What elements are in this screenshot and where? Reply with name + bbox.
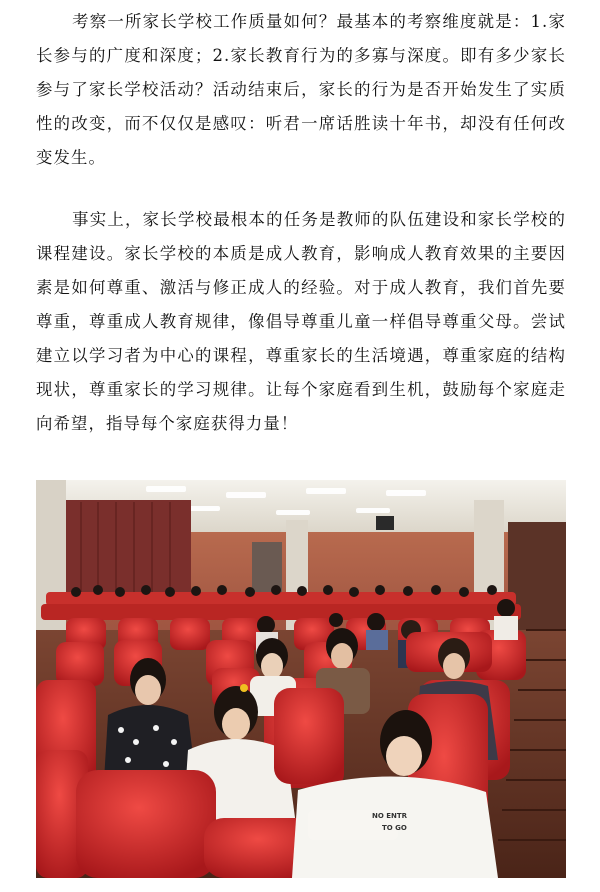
lecture-hall-photo	[36, 480, 566, 878]
shirt-text-1: NO ENTR	[372, 812, 408, 820]
shirt-text-2: TO GO	[382, 824, 407, 832]
seat-rows-far	[41, 592, 521, 620]
paragraph-1: 考察一所家长学校工作质量如何？最基本的考察维度就是：1.家长参与的广度和深度；2.家长教育行为的多寡与深度。即有多少家长参与了家长学校活动？活动结束后，家长的行为是否开始发生了实质性的改变，而不仅仅是感叹：听君一席话胜读十年书，却没有任何改变发生。	[36, 12, 566, 167]
wall-clock	[376, 516, 394, 530]
paragraph-2: 事实上，家长学校最根本的任务是教师的队伍建设和家长学校的课程建设。家长学校的本质是成人教育，影响成人教育效果的主要因素是如何尊重、激活与修正成人的经验。对于成人教育，我们首先要尊重，尊重成人教育规律，像倡导尊重儿童一样倡导尊重父母。尝试建立以学习者为中心的课程，尊重家长的生活境遇，尊重家庭的结构现状，尊重家长的学习规律。让每个家庭看到生机，鼓励每个家庭走向希望，指导每个家庭获得力量！	[36, 210, 566, 433]
left-pillar	[36, 480, 66, 650]
